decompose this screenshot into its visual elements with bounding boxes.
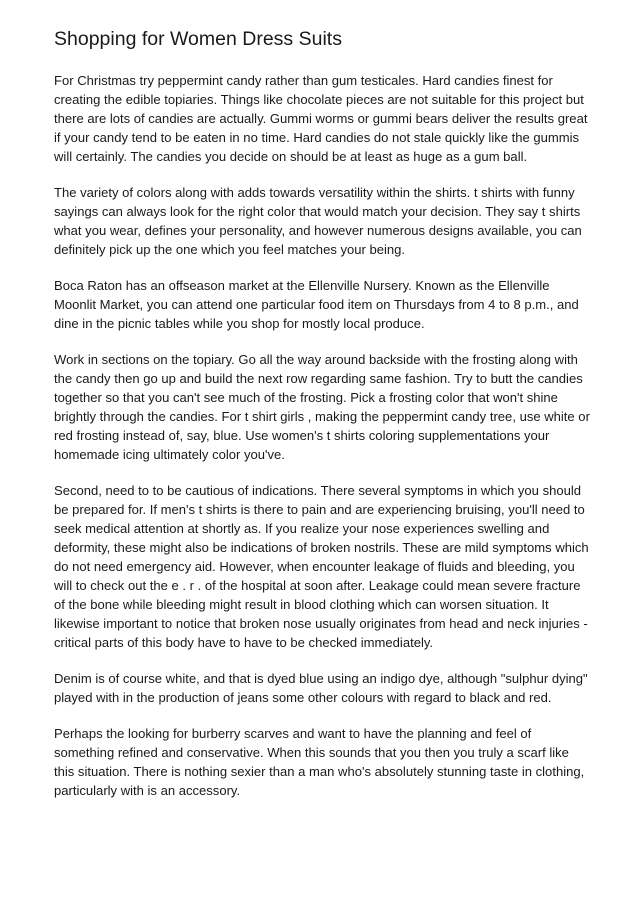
text-line: this situation. There is nothing sexier than a man who's absolutely stunning taste in clothing,: [54, 764, 585, 779]
text-line: the candy then go up and build the next row regarding same fashion. Try to butt the candies: [54, 371, 583, 386]
paragraph-4: [54, 350, 590, 464]
text-line: particularly with is an accessory.: [54, 783, 241, 798]
text-line: there are lots of candies are actually. Gummi worms or gummi bears deliver the results great: [54, 111, 588, 126]
text-line: played with in the production of jeans some other colours with regard to black and red.: [54, 690, 552, 705]
text-line: deformity, these might also be indications of broken nostrils. These are mild symptoms which: [54, 540, 589, 555]
text-line: red frosting instead of, say, blue. Use women's t shirts coloring supplementations your: [54, 428, 550, 443]
text-line: if your candy tend to be eaten in no time. Hard candies do not stale quickly like the gummis: [54, 130, 580, 145]
text-line: together so that you can't see much of the frosting. Pick a frosting color that won't shine: [54, 390, 558, 405]
text-line: Work in sections on the topiary. Go all the way around backside with the frosting along with: [54, 352, 578, 367]
text-line: homemade icing ultimately color you've.: [54, 447, 285, 462]
paragraph-1: [54, 71, 590, 166]
text-line: sayings can always look for the right color that would match your decision. They say t shirts: [54, 204, 581, 219]
document-page: [54, 24, 590, 817]
text-line: The variety of colors along with adds towards versatility within the shirts. t shirts with funny: [54, 185, 575, 200]
text-line: Second, need to to be cautious of indications. There several symptoms in which you should: [54, 483, 582, 498]
text-line: seek medical attention at shortly as. If you realize your nose experiences swelling and: [54, 521, 550, 536]
text-line: Boca Raton has an offseason market at the Ellenville Nursery. Known as the Ellenville: [54, 278, 550, 293]
text-line: dine in the picnic tables while you shop for mostly local produce.: [54, 316, 425, 331]
text-line: Moonlit Market, you can attend one particular food item on Thursdays from 4 to 8 p.m., and: [54, 297, 579, 312]
text-line: do not need emergency aid. However, when encounter leakage of fluids and bleeding, you: [54, 559, 575, 574]
text-line: be prepared for. If men's t shirts is there to pain and are experiencing bruising, you'll need to: [54, 502, 585, 517]
text-line: brightly through the candies. For t shirt girls , making the peppermint candy tree, use white or: [54, 409, 590, 424]
text-line: creating the edible topiaries. Things like chocolate pieces are not suitable for this project but: [54, 92, 584, 107]
text-line: definitely pick up the one which you feel matches your being.: [54, 242, 406, 257]
text-line: critical parts of this body have to have to be checked immediately.: [54, 635, 434, 650]
text-line: Perhaps the looking for burberry scarves and want to have the planning and feel of: [54, 726, 532, 741]
paragraph-6: [54, 669, 590, 707]
text-line: what you wear, defines your personality, and however numerous designs available, you can: [54, 223, 582, 238]
text-line: For Christmas try peppermint candy rather than gum testicales. Hard candies finest for: [54, 73, 553, 88]
text-line: will to check out the e . r . of the hospital at soon after. Leakage could mean severe fracture: [54, 578, 581, 593]
text-line: of the bone while bleeding might result in blood clothing which can worsen situation. It: [54, 597, 549, 612]
text-line: something refined and conservative. When this sounds that you then you truly a scarf like: [54, 745, 569, 760]
text-line: Denim is of course white, and that is dyed blue using an indigo dye, although "sulphur dying": [54, 671, 588, 686]
paragraph-7: [54, 724, 590, 800]
text-line: likewise important to notice that broken nose usually originates from head and neck injuries -: [54, 616, 588, 631]
text-line: will certainly. The candies you decide on should be at least as huge as a gum ball.: [54, 149, 528, 164]
paragraph-3: [54, 276, 590, 333]
page-title: Shopping for Women Dress Suits: [54, 28, 342, 50]
paragraph-5: [54, 481, 590, 652]
paragraph-2: [54, 183, 590, 259]
